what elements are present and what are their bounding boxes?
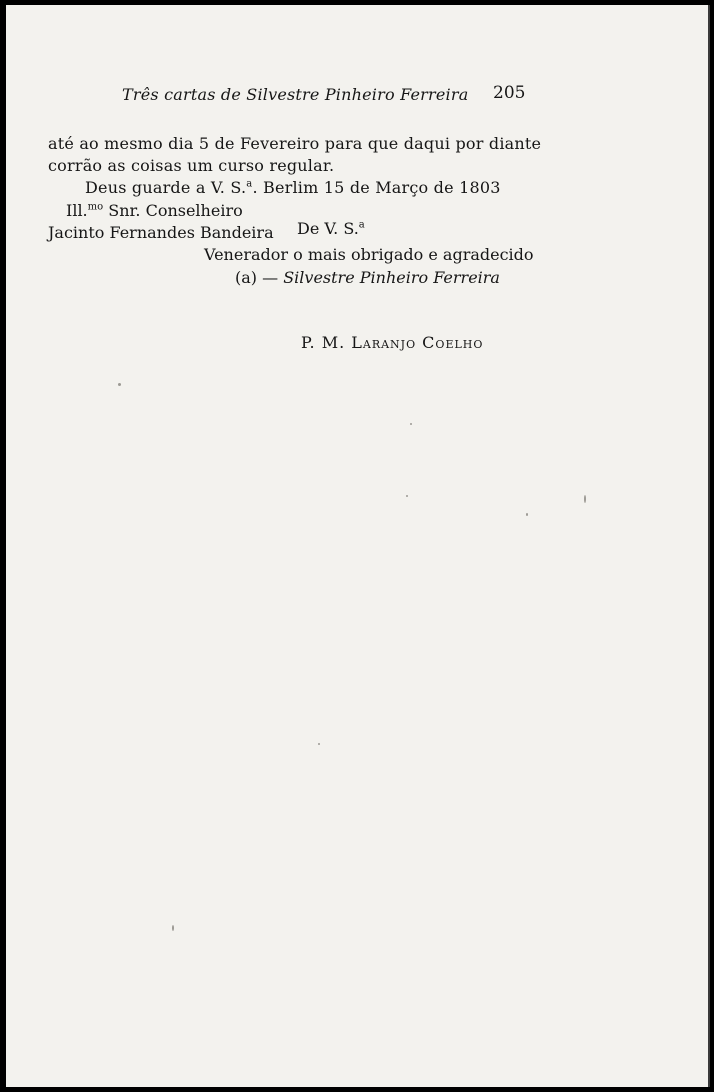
closing-greeting — [85, 178, 501, 197]
body-line-2: corrão as coisas um curso regular. — [48, 156, 335, 175]
salutation-text: De V. S. — [297, 219, 359, 238]
date-place: . Berlim 15 de Março de 1803 — [252, 178, 501, 197]
paper-speck — [172, 925, 174, 931]
salutation-right — [297, 219, 365, 238]
honorific: Ill. — [66, 201, 88, 220]
paper-speck — [410, 423, 412, 425]
addressee-title — [66, 201, 243, 220]
paper-speck — [406, 495, 408, 497]
greeting-text: Deus guarde a V. S. — [85, 178, 247, 197]
valediction: Venerador o mais obrigado e agradecido — [204, 245, 534, 264]
paper-speck — [584, 495, 586, 503]
signature-name: Silvestre Pinheiro Ferreira — [283, 268, 500, 287]
running-title: Três cartas de Silvestre Pinheiro Ferreira — [122, 85, 469, 104]
signature-line — [235, 268, 500, 287]
page-number: 205 — [493, 83, 526, 103]
body-line-1: até ao mesmo dia 5 de Fevereiro para que daqui por diante — [48, 134, 542, 153]
author-initials: P. M. — [301, 333, 352, 352]
signature-prefix: (a) — — [235, 268, 284, 287]
paper-speck — [118, 383, 121, 386]
document-page — [6, 5, 710, 1087]
addressee-name: Jacinto Fernandes Bandeira — [48, 223, 274, 242]
author-surname: Laranjo Coelho — [351, 333, 484, 352]
addressee-role: Snr. Conselheiro — [103, 201, 243, 220]
salutation-superscript: a — [358, 219, 365, 231]
paper-speck — [526, 513, 528, 516]
greeting-superscript: a — [246, 178, 253, 190]
article-author — [301, 333, 483, 352]
honorific-superscript: mo — [87, 201, 104, 213]
paper-speck — [318, 743, 320, 745]
page-header — [6, 83, 708, 109]
